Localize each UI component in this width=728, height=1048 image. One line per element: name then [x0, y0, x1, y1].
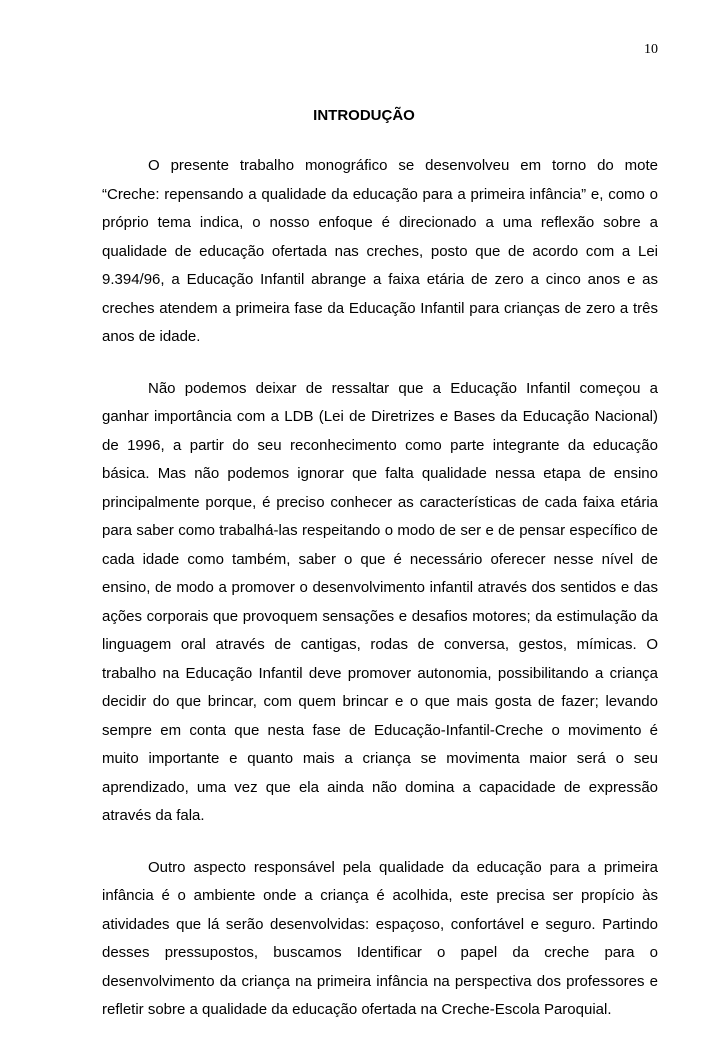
section-title: INTRODUÇÃO [313, 107, 415, 124]
paragraph-3: Outro aspecto responsável pela qualidade da educação para a primeira infância é o ambiente onde a criança é acolhida, este precisa ser propício às atividades que lá serão desenvolvidas: espaçoso, confortável e seguro. Partindo desses pressupostos, buscamos Identificar o papel da creche para o desenvolvimento da criança na primeira infância na perspectiva dos professores e refletir sobre a qualidade da educação ofertada na Creche-Escola Paroquial. [102, 858, 658, 1018]
paragraph-2: Não podemos deixar de ressaltar que a Educação Infantil começou a ganhar importância com a LDB (Lei de Diretrizes e Bases da Educação Nacional) de 1996, a partir do seu reconhecimento como parte integrante da educação básica. Mas não podemos ignorar que falta qualidade nessa etapa de ensino principalmente porque, é preciso conhecer as características de cada faixa etária para saber como trabalhá-las respeitando o modo de ser e de pensar específico de cada idade como também, saber o que é necessário oferecer nesse nível de ensino, de modo a promover o desenvolvimento infantil através dos sentidos e das ações corporais que provoquem sensações e desafios motores; da estimulação da linguagem oral através de cantigas, rodas de conversa, gestos, mímicas. O trabalho na Educação Infantil deve promover autonomia, possibilitando a criança decidir do que brincar, com quem brincar e o que mais gosta de fazer; levando sempre em conta que nesta fase de Educação-Infantil-Creche o movimento é muito importante e quanto mais a criança se movimenta maior será o seu aprendizado, uma vez que ela ainda não domina a capacidade de expressão através da fala. [102, 379, 658, 824]
body-text [102, 152, 658, 1048]
page-number: 10 [644, 42, 658, 57]
paragraph-1: O presente trabalho monográfico se desenvolveu em torno do mote “Creche: repensando a qualidade da educação para a primeira infância” e, como o próprio tema indica, o nosso enfoque é direcionado a uma reflexão sobre a qualidade de educação ofertada nas creches, posto que de acordo com a Lei 9.394/96, a Educação Infantil abrange a faixa etária de zero a cinco anos e as creches atendem a primeira fase da Educação Infantil para crianças de zero a três anos de idade. [102, 157, 658, 345]
